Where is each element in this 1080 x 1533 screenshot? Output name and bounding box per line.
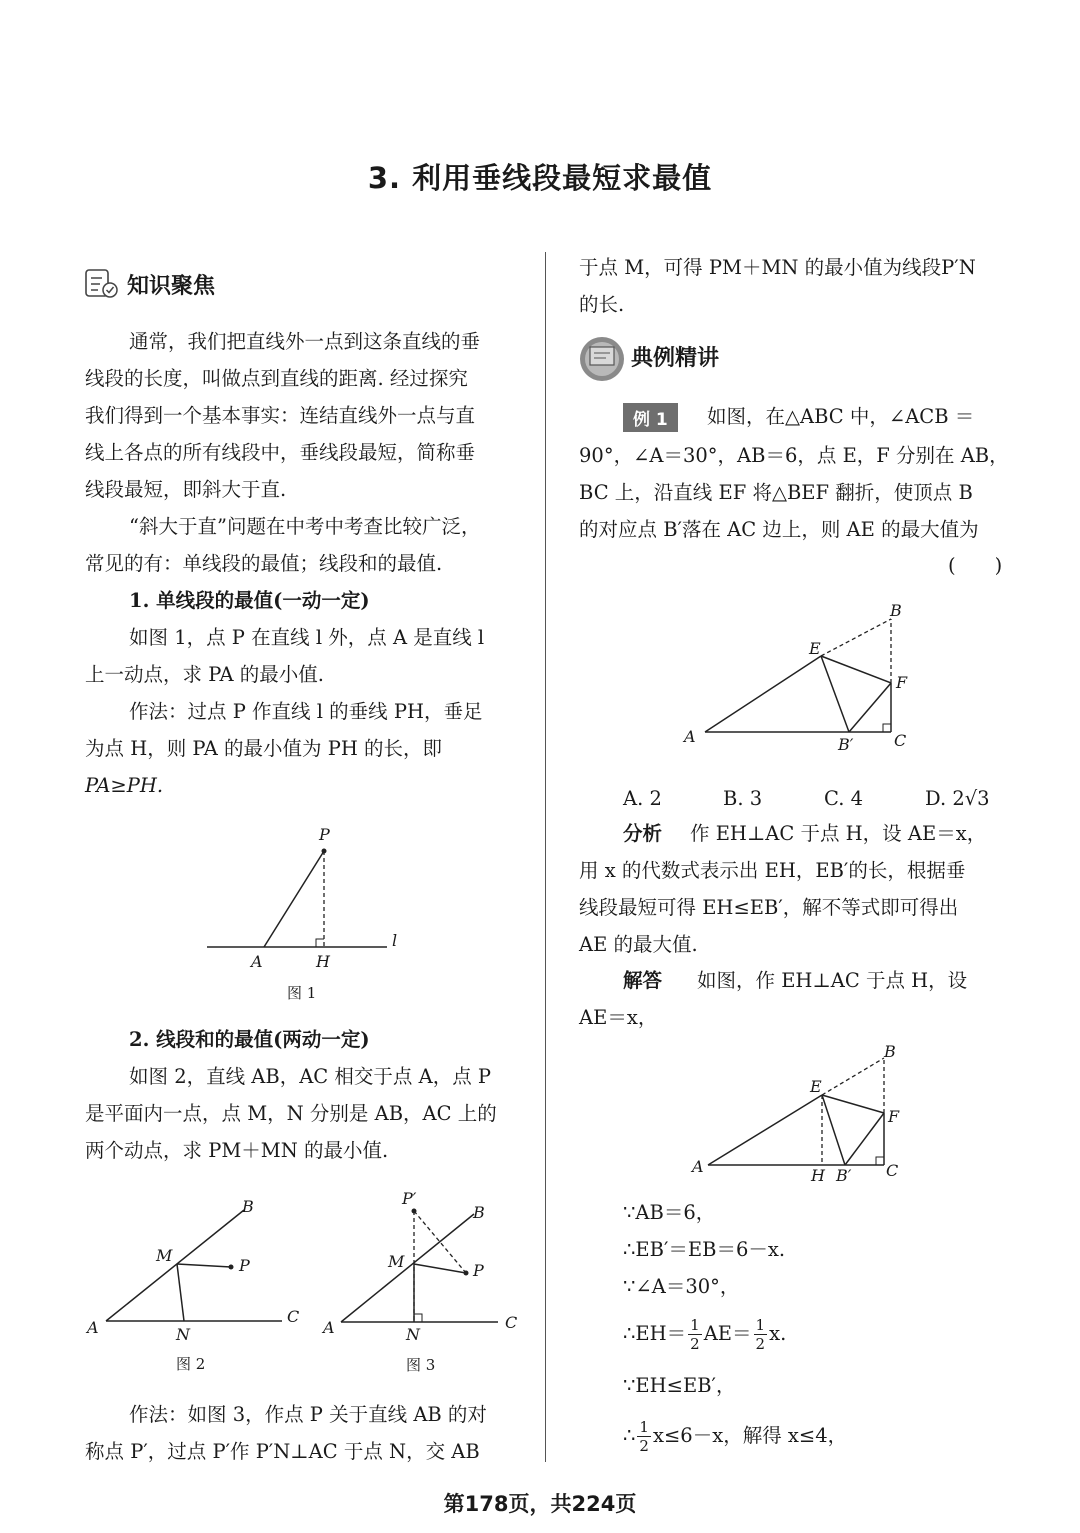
section-heading-examples: 典例精讲 [631,346,720,371]
text-line: AE 的最大值. [579,933,698,956]
fig3-label-c: C [505,1313,518,1332]
examples-icon [578,335,628,383]
fraction-denominator: 2 [639,1437,649,1455]
fraction-numerator: 1 [690,1316,700,1334]
fraction-denominator: 2 [755,1335,766,1353]
fraction-numerator: 1 [639,1418,649,1436]
option-d: D. 2√3 [925,787,990,810]
fig1-label-p: P [319,825,330,844]
fig3-label-p: P [473,1261,484,1280]
exfig-label-a: A [684,727,696,746]
solfig-label-a: A [692,1157,704,1176]
step-text: ∴ [623,1424,636,1447]
figure-3 [318,1186,533,1381]
page-counter: 第178页，共224页 [443,1492,637,1516]
text-line: 线段最短，即斜大于直. [85,478,287,501]
solution-step-6 [623,1417,847,1455]
exfig-label-b: B [890,601,902,620]
exfig-label-c: C [894,731,907,750]
text-line: “斜大于直”问题在中考中考查比较广泛， [129,515,481,538]
fig1-caption: 图 1 [287,984,317,1002]
text-line: 用 x 的代数式表示出 EH，EB′的长，根据垂 [579,859,966,882]
text-line: 线段最短可得 EH≤EB′，解不等式即可得出 [579,896,959,919]
continued-paragraph [579,249,1019,323]
text-line: 如图 1，点 P 在直线 l 外，点 A 是直线 l [129,626,485,649]
example-figure [676,594,926,764]
option-b: B. 3 [723,787,763,810]
example-paragraph [579,437,1019,548]
exfig-label-f: F [896,673,908,692]
solfig-label-e: E [810,1077,822,1096]
solfig-label-b-prime: B′ [836,1166,852,1185]
text-line: 作法：如图 3，作点 P 关于直线 AB 的对 [129,1403,487,1426]
solution-step-4 [623,1315,786,1353]
figure-1 [195,818,415,1008]
solfig-label-c: C [886,1161,899,1180]
text-line: 线段的长度，叫做点到直线的距离. 经过探究 [85,367,468,390]
text-line: 的对应点 B′落在 AC 边上，则 AE 的最大值为 [579,518,979,541]
text-line: AE＝x， [579,1006,658,1029]
fraction-half [637,1418,651,1455]
fig1-label-a: A [251,952,263,971]
text-line: 的长. [579,293,625,316]
subheading-segment-sum: 2. 线段和的最值(两动一定) [129,1028,370,1051]
fig2-caption: 图 2 [176,1355,206,1373]
solfig-label-f: F [888,1107,900,1126]
text-line: 上一动点，求 PA 的最小值. [85,663,325,686]
fig1-label-l: l [392,931,398,950]
solfig-label-b: B [884,1042,896,1061]
figure-2 [82,1192,312,1382]
sum-paragraph [85,1021,525,1169]
text-line: 我们得到一个基本事实：连结直线外一点与直 [85,404,476,427]
solution-step-2: ∴EB′＝EB＝6－x. [623,1238,786,1261]
analysis-paragraph [579,852,1019,963]
fig3-label-m: M [388,1252,405,1271]
exfig-label-b-prime: B′ [838,735,854,754]
solution-figure [688,1040,918,1190]
fig2-label-p: P [239,1256,250,1275]
answer-blank: ( ) [948,554,1003,577]
solution-step-3: ∵∠A＝30°， [623,1275,740,1298]
fig2-label-n: N [176,1325,190,1344]
text-line: PA≥PH. [85,774,164,797]
method-paragraph [85,1396,525,1470]
step-text: AE＝ [703,1322,752,1345]
fraction-numerator: 1 [755,1316,766,1334]
step-text: x. [769,1322,787,1345]
solfig-label-h: H [811,1166,825,1185]
fig2-label-a: A [87,1318,99,1337]
fig3-label-b: B [473,1203,485,1222]
solution-step-5: ∵EH≤EB′， [623,1374,736,1397]
text-line: 作法：过点 P 作直线 l 的垂线 PH，垂足 [129,700,483,723]
answer-label: 解答 [623,969,663,992]
fig2-label-m: M [156,1246,173,1265]
option-a: A. 2 [623,787,662,810]
knowledge-icon [84,268,120,300]
column-divider [545,252,546,1462]
page-title: 3. 利用垂线段最短求最值 [367,161,713,195]
example-badge: 例 1 [623,403,678,432]
text-line: 称点 P′，过点 P′作 P′N⊥AC 于点 N，交 AB [85,1440,480,1463]
intro-paragraph [85,323,525,804]
text-line: BC 上，沿直线 EF 将△BEF 翻折，使顶点 B [579,481,973,504]
fig3-label-p-prime: P′ [402,1189,417,1208]
text-line: 常见的有：单线段的最值；线段和的最值. [85,552,443,575]
exfig-label-e: E [809,639,821,658]
fraction-half [688,1316,702,1353]
step-text: ∴EH＝ [623,1322,687,1345]
text-line: 90°，∠A＝30°，AB＝6，点 E，F 分别在 AB， [579,444,1009,467]
text-line: 通常，我们把直线外一点到这条直线的垂 [129,330,481,353]
text-line: 是平面内一点，点 M，N 分别是 AB，AC 上的 [85,1102,497,1125]
fig2-label-c: C [287,1307,300,1326]
text-line: 作 EH⊥AC 于点 H，设 AE＝x， [690,822,987,845]
section-heading-knowledge: 知识聚焦 [127,274,216,299]
text-line: 如图 2，直线 AB，AC 相交于点 A，点 P [129,1065,492,1088]
solution-step-1: ∵AB＝6， [623,1201,716,1224]
option-c: C. 4 [824,787,864,810]
text-line: 线上各点的所有线段中，垂线段最短，简称垂 [85,441,476,464]
fig3-caption: 图 3 [406,1356,436,1374]
text-line: 两个动点，求 PM＋MN 的最小值. [85,1139,389,1162]
fig3-label-a: A [323,1318,335,1337]
fig1-label-h: H [316,952,330,971]
text-line: 如图，作 EH⊥AC 于点 H，设 [697,969,968,992]
fraction-denominator: 2 [690,1335,700,1353]
subheading-single-segment: 1. 单线段的最值(一动一定) [129,589,370,612]
fig3-label-n: N [406,1325,420,1344]
fraction-half [754,1316,768,1353]
text-line: 于点 M，可得 PM＋MN 的最小值为线段P′N [579,256,976,279]
fig2-label-b: B [242,1197,254,1216]
text-line: 如图，在△ABC 中，∠ACB ＝ [707,405,975,428]
step-text: x≤6－x，解得 x≤4， [652,1424,848,1447]
text-line: 为点 H，则 PA 的最小值为 PH 的长，即 [85,737,443,760]
analysis-label: 分析 [623,822,663,845]
